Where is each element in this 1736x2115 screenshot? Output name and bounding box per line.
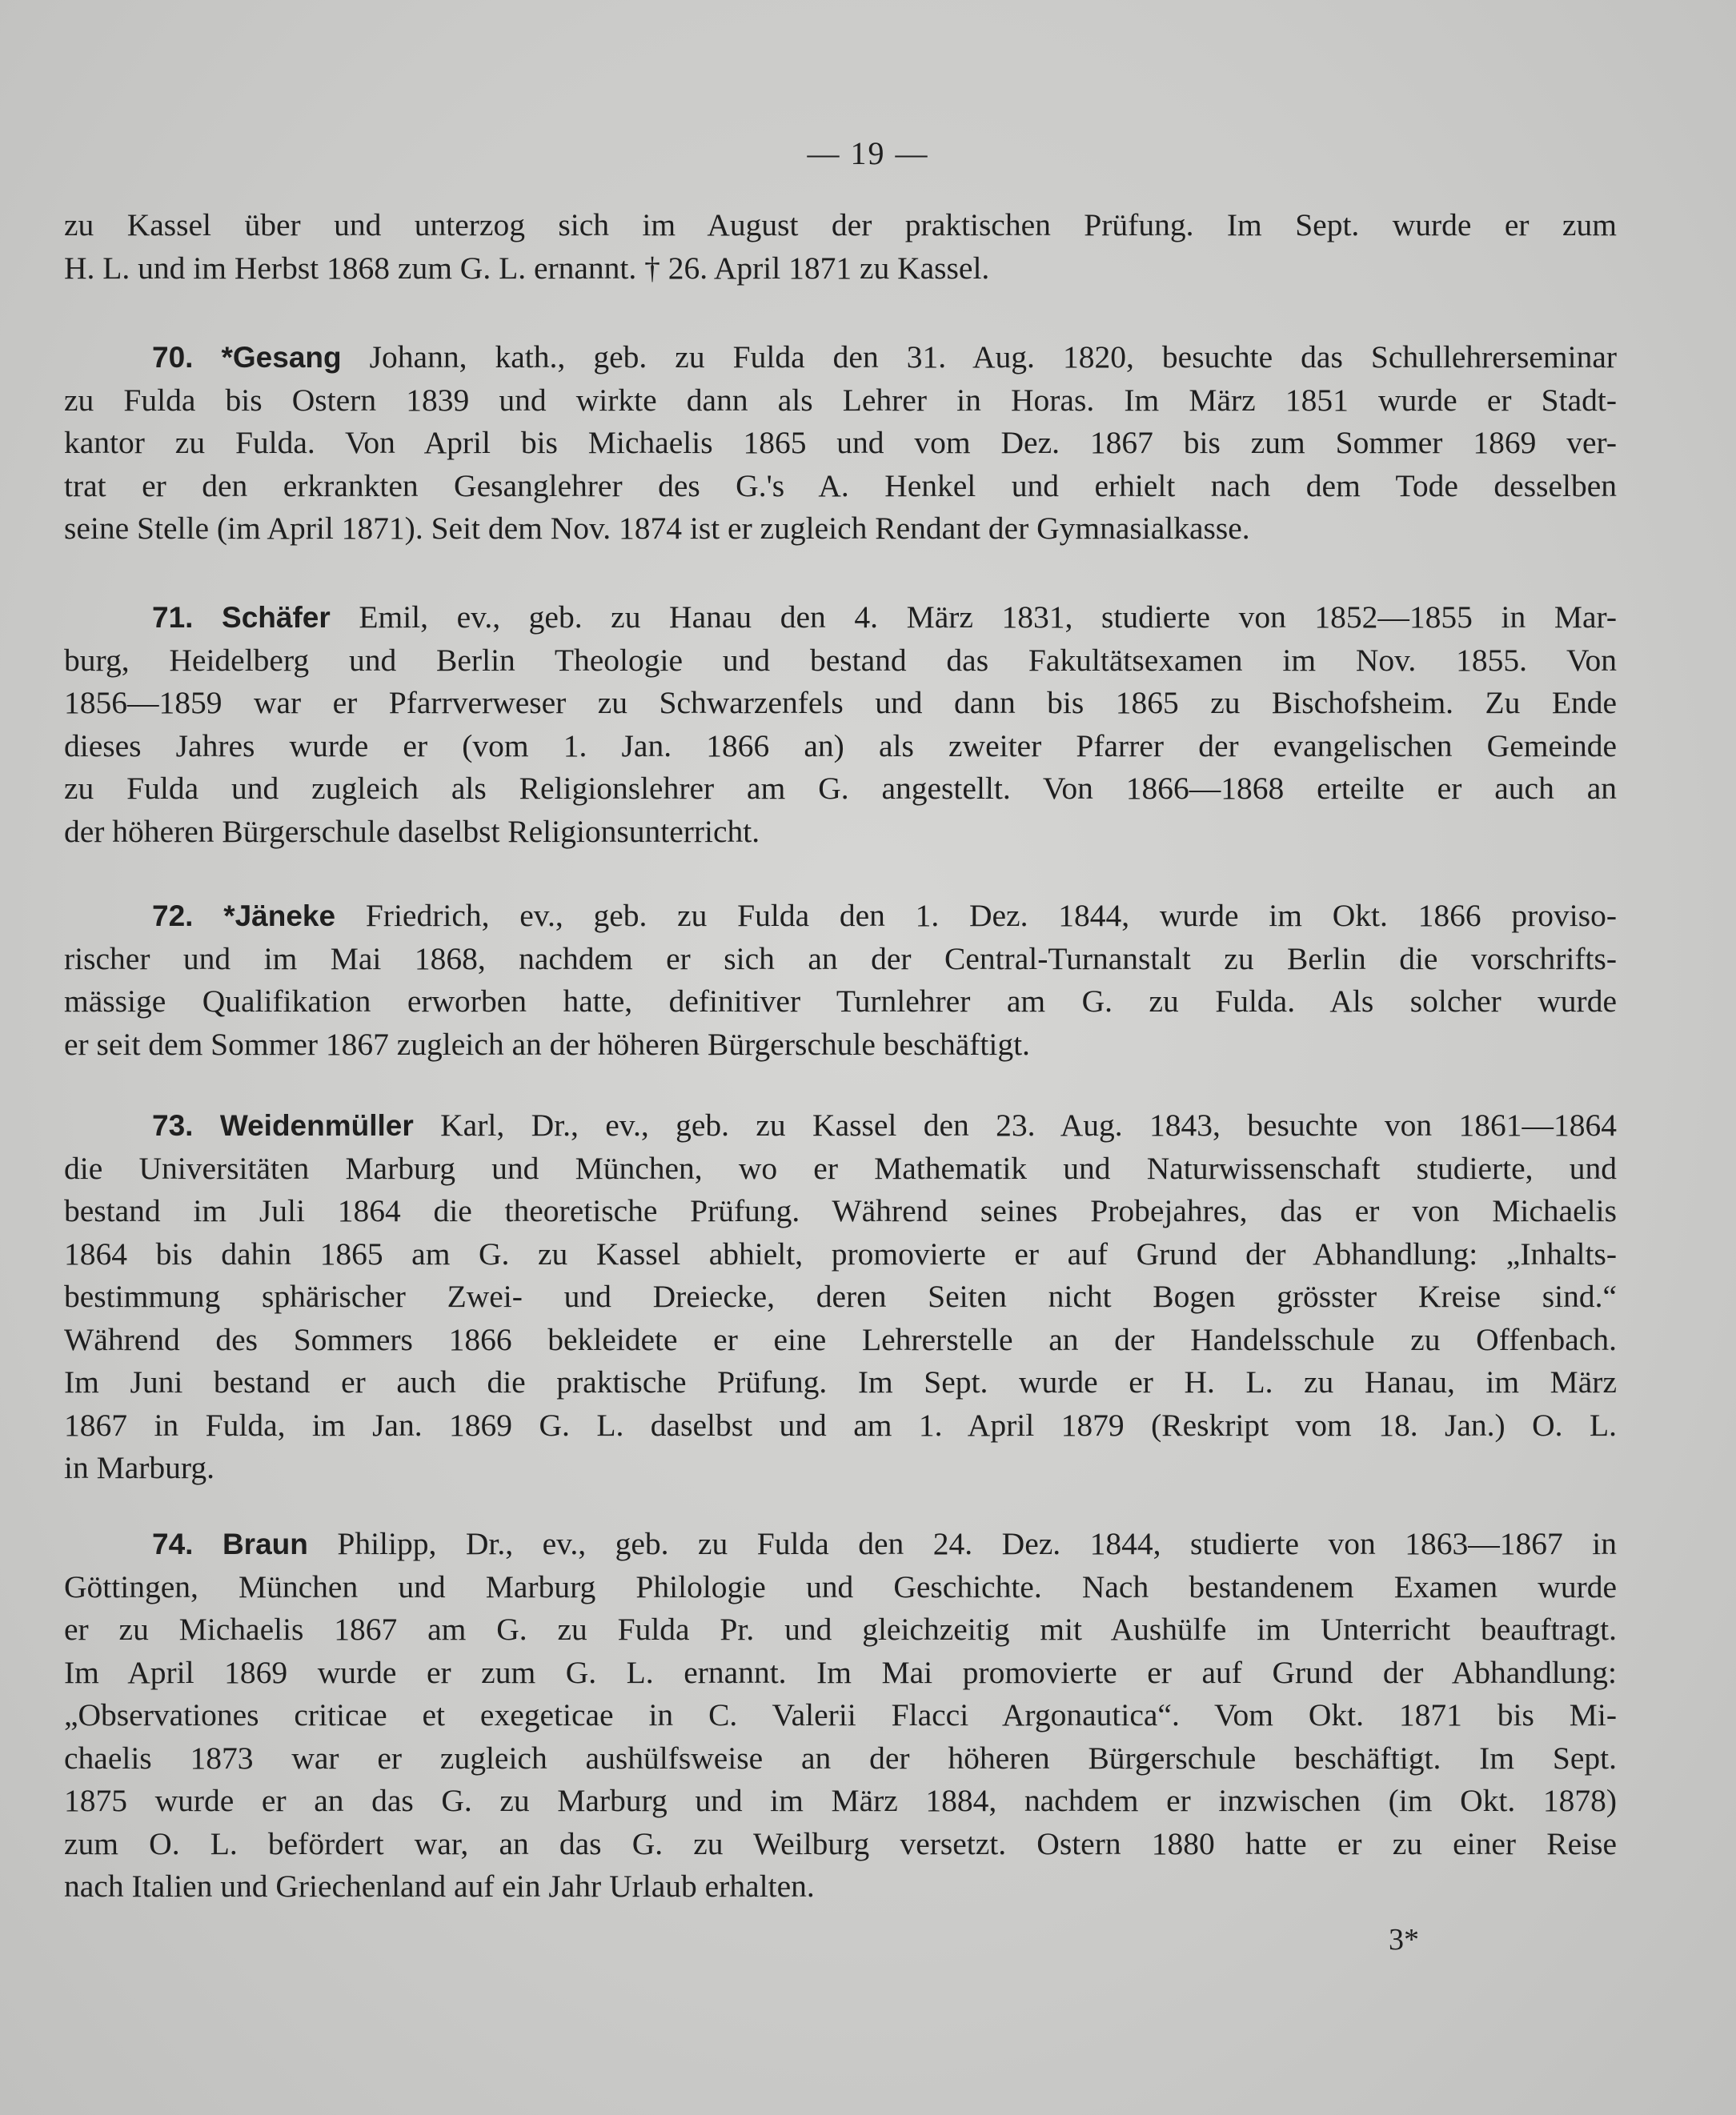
text-line: er seit dem Sommer 1867 zugleich an der höheren Bürgerschule beschäftigt. [64, 1026, 1030, 1062]
entry-name: Schäfer [222, 601, 331, 634]
text-line: nach Italien und Griechenland auf ein Jahr Urlaub erhalten. [64, 1869, 815, 1904]
text-line: Göttingen, München und Marburg Philologie und Geschichte. Nach bestandenem Examen wurde [64, 1568, 1617, 1604]
text-line: H. L. und im Herbst 1868 zum G. L. ernannt. † 26. April 1871 zu Kassel. [64, 250, 990, 286]
entry-first-line: Johann, kath., geb. zu Fulda den 31. Aug. 1820, besuchte das Schullehrerseminar [341, 339, 1618, 375]
text-line: Während des Sommers 1866 bekleidete er eine Lehrerstelle an der Handelsschule zu Offenbach. [64, 1321, 1617, 1357]
entry-name: Braun [222, 1528, 308, 1560]
text-line: 1864 bis dahin 1865 am G. zu Kassel abhielt, promovierte er auf Grund der Abhandlung: „Inhalts- [64, 1236, 1617, 1272]
text-line: bestimmung sphärischer Zwei- und Dreiecke, deren Seiten nicht Bogen grösster Kreise sind.“ [64, 1279, 1617, 1314]
text-line: dieses Jahres wurde er (vom 1. Jan. 1866 an) als zweiter Pfarrer der evangelischen Gemeinde [64, 727, 1617, 763]
text-line: zu Fulda bis Ostern 1839 und wirkte dann als Lehrer in Horas. Im März 1851 wurde er Stadt- [64, 382, 1617, 418]
text-line: er zu Michaelis 1867 am G. zu Fulda Pr. und gleichzeitig mit Aushülfe im Unterricht beauftragt. [64, 1612, 1617, 1647]
intro-paragraph [64, 204, 1617, 290]
entry-first-line: Philipp, Dr., ev., geb. zu Fulda den 24. Dez. 1844, studierte von 1863—1867 in [307, 1526, 1618, 1561]
text-line: zum O. L. befördert war, an das G. zu Weilburg versetzt. Ostern 1880 hatte er zu einer Reise [64, 1825, 1617, 1861]
text-line: burg, Heidelberg und Berlin Theologie und bestand das Fakultätsexamen im Nov. 1855. Von [64, 642, 1617, 678]
entry-first-line: Friedrich, ev., geb. zu Fulda den 1. Dez. 1844, wurde im Okt. 1866 proviso- [335, 898, 1617, 933]
text-line: kantor zu Fulda. Von April bis Michaelis 1865 und vom Dez. 1867 bis zum Sommer 1869 ver- [64, 425, 1617, 460]
entry-number: 73. [152, 1109, 194, 1142]
entry-73 [64, 1104, 1617, 1490]
entry-name: *Jäneke [223, 899, 336, 932]
text-line: zu Kassel über und unterzog sich im August der praktischen Prüfung. Im Sept. wurde er zum [64, 207, 1617, 242]
text-line: trat er den erkrankten Gesanglehrer des G.'s A. Henkel und erhielt nach dem Tode desselben [64, 467, 1617, 503]
text-line: in Marburg. [64, 1450, 214, 1485]
entry-74 [64, 1523, 1617, 1909]
entry-first-line: Emil, ev., geb. zu Hanau den 4. März 1831, studierte von 1852—1855 in Mar- [330, 599, 1617, 635]
entry-number: 71. [152, 601, 194, 634]
entry-number: 72. [152, 899, 194, 932]
entry-number: 74. [152, 1528, 194, 1560]
entry-name: *Gesang [221, 341, 342, 374]
entry-70 [64, 336, 1617, 551]
text-line: die Universitäten Marburg und München, wo er Mathematik und Naturwissenschaft studierte, und [64, 1150, 1617, 1186]
signature-mark: 3* [1389, 1923, 1419, 1957]
text-line: zu Fulda und zugleich als Religionslehrer am G. angestellt. Von 1866—1868 erteilte er auch an [64, 771, 1617, 806]
page-number: — 19 — [807, 135, 929, 171]
entry-first-line: Karl, Dr., ev., geb. zu Kassel den 23. Aug. 1843, besuchte von 1861—1864 [413, 1108, 1617, 1143]
text-line: Im April 1869 wurde er zum G. L. ernannt. Im Mai promovierte er auf Grund der Abhandlung: [64, 1654, 1617, 1690]
entry-name: Weidenmüller [219, 1109, 414, 1142]
text-line: 1867 in Fulda, im Jan. 1869 G. L. daselbst und am 1. April 1879 (Reskript vom 18. Jan.) O. L. [64, 1407, 1617, 1443]
text-line: seine Stelle (im April 1871). Seit dem Nov. 1874 ist er zugleich Rendant der Gymnasialkasse. [64, 511, 1250, 546]
text-line: mässige Qualifikation erworben hatte, definitiver Turnlehrer am G. zu Fulda. Als solcher wurde [64, 983, 1617, 1019]
entry-number: 70. [152, 341, 194, 374]
text-line: bestand im Juli 1864 die theoretische Prüfung. Während seines Probejahres, das er von Michaelis [64, 1193, 1617, 1228]
text-line: „Observationes criticae et exegeticae in C. Valerii Flacci Argonautica“. Vom Okt. 1871 bis Mi- [64, 1697, 1617, 1732]
text-line: rischer und im Mai 1868, nachdem er sich an der Central-Turnanstalt zu Berlin die vorschrifts- [64, 940, 1617, 976]
text-line: 1875 wurde er an das G. zu Marburg und im März 1884, nachdem er inzwischen (im Okt. 1878) [64, 1783, 1617, 1818]
text-line: 1856—1859 war er Pfarrverweser zu Schwarzenfels und dann bis 1865 zu Bischofsheim. Zu Ende [64, 685, 1617, 720]
text-line: der höheren Bürgerschule daselbst Religionsunterricht. [64, 813, 760, 849]
text-line: chaelis 1873 war er zugleich aushülfsweise an der höheren Bürgerschule beschäftigt. Im Sept. [64, 1740, 1617, 1776]
entry-72 [64, 895, 1617, 1066]
text-line: Im Juni bestand er auch die praktische Prüfung. Im Sept. wurde er H. L. zu Hanau, im März [64, 1364, 1617, 1400]
entry-71 [64, 596, 1617, 853]
